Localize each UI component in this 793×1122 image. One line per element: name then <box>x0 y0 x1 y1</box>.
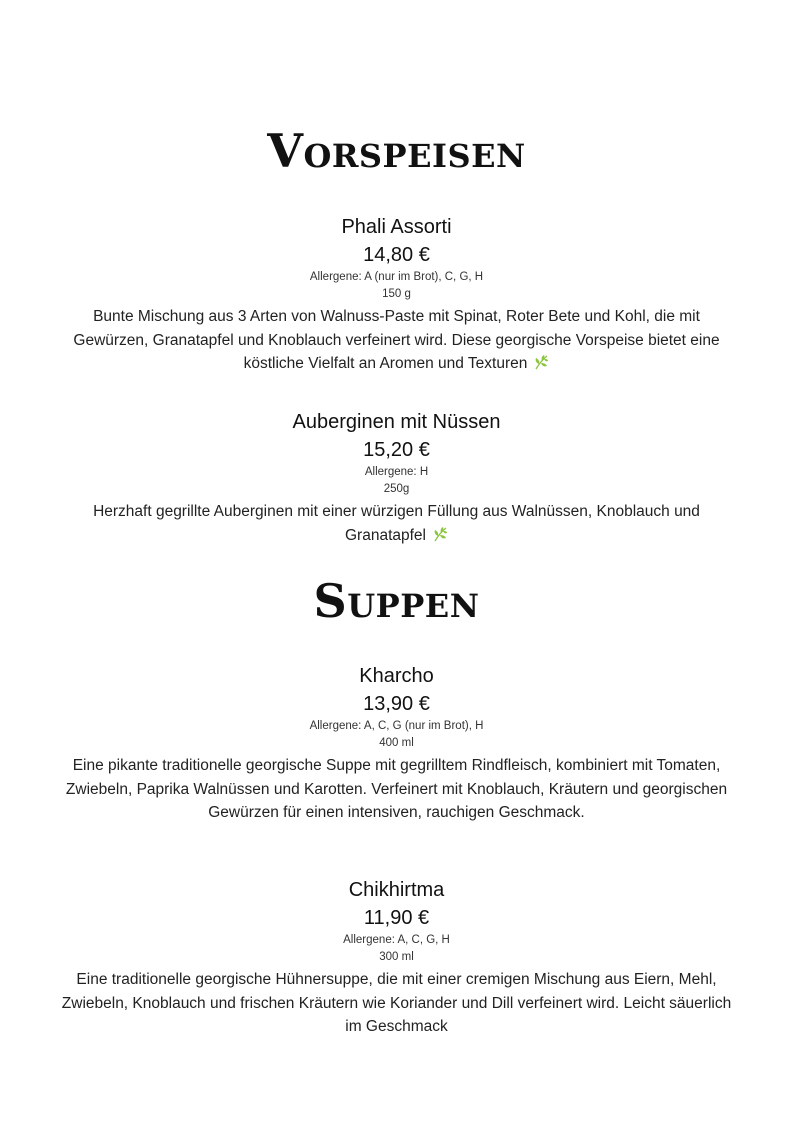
item-price: 15,20 € <box>363 439 430 461</box>
item-allergens: Allergene: A, C, G (nur im Brot), H <box>309 720 484 732</box>
section-title-suppen: Suppen <box>313 574 480 628</box>
item-description <box>60 500 733 547</box>
item-allergens: Allergene: A (nur im Brot), C, G, H <box>309 271 484 283</box>
item-description-text: Bunte Mischung aus 3 Arten von Walnuss-Paste mit Spinat, Roter Bete und Kohl, die mit Gewürzen, Granatapfel und Knoblauch verfeinert wird. Diese georgische Vorspeise bietet eine köstliche Vielfalt an Aromen und Texturen <box>73 308 720 372</box>
item-name: Phali Assorti <box>341 216 452 238</box>
menu-item-kharcho <box>60 662 733 825</box>
item-size: 250g <box>383 483 410 495</box>
item-allergens: Allergene: H <box>364 466 429 478</box>
item-price: 11,90 € <box>363 907 430 929</box>
item-description-text: Herzhaft gegrillte Auberginen mit einer würzigen Füllung aus Walnüssen, Knoblauch und Granatapfel <box>93 503 700 544</box>
item-size: 150 g <box>382 288 411 300</box>
menu-item-auberginen-mit-nuessen <box>60 408 733 547</box>
menu-item-phali-assorti <box>60 213 733 376</box>
menu-item-chikhirtma <box>60 876 733 1039</box>
item-size: 300 ml <box>379 951 414 963</box>
section-title-vorspeisen: Vorspeisen <box>267 124 526 178</box>
item-allergens: Allergene: A, C, G, H <box>343 934 450 946</box>
item-description: Eine pikante traditionelle georgische Suppe mit gegrilltem Rindfleisch, kombiniert mit Tomaten, Zwiebeln, Paprika Walnüssen und Karotten. Verfeinert mit Knoblauch, Kräutern und georgischen Gewürzen für einen intensiven, rauchigen Geschmack. <box>65 757 728 821</box>
item-price: 13,90 € <box>363 693 430 715</box>
item-name: Auberginen mit Nüssen <box>292 411 501 433</box>
item-description <box>60 305 733 376</box>
vegetarian-leaf-icon <box>533 354 549 370</box>
vegetarian-leaf-icon <box>432 526 448 542</box>
item-name: Chikhirtma <box>348 879 445 901</box>
item-name: Kharcho <box>359 665 434 687</box>
item-size: 400 ml <box>379 737 414 749</box>
item-price: 14,80 € <box>363 244 430 266</box>
item-description: Eine traditionelle georgische Hühnersuppe, die mit einer cremigen Mischung aus Eiern, Mehl, Zwiebeln, Knoblauch und frischen Kräutern wie Koriander und Dill verfeinert wird. Leicht säuerlich im Geschmack <box>61 971 732 1035</box>
